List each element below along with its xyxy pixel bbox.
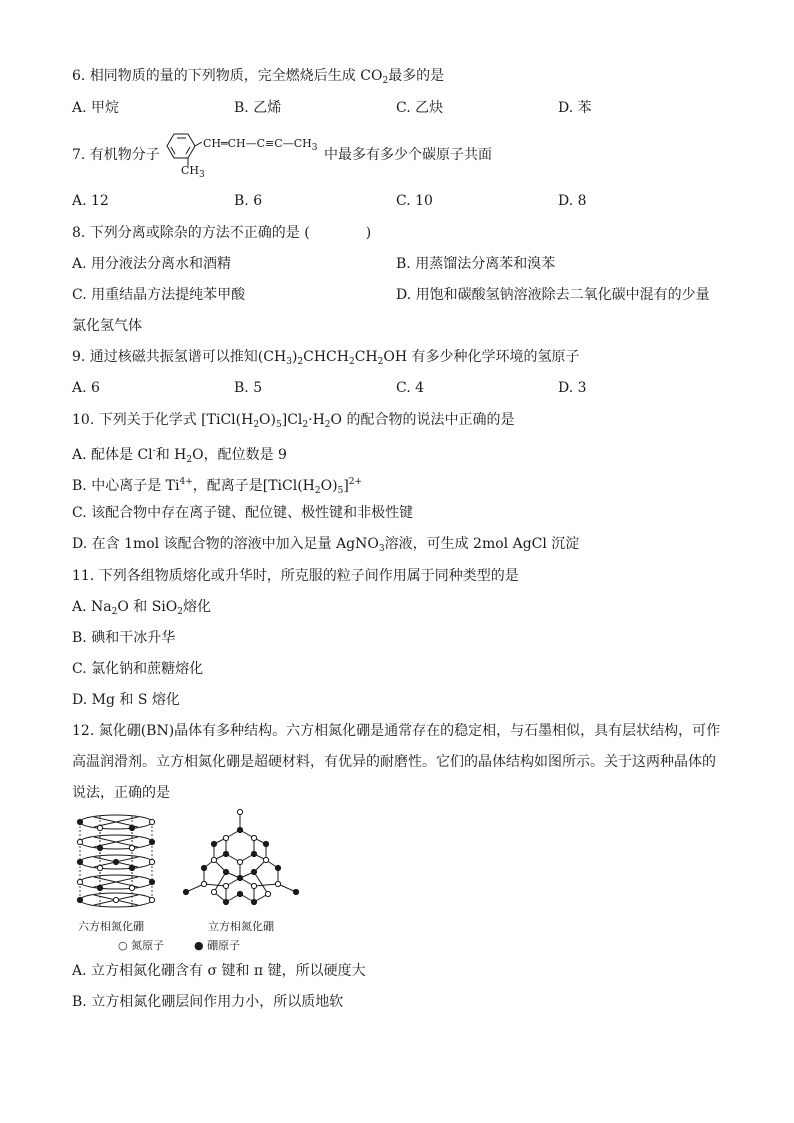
q12-option-a: A. 立方相氮化硼含有 σ 键和 π 键，所以硬度大	[72, 963, 366, 979]
hexagonal-bn-structure	[70, 812, 162, 912]
hollow-circle-icon: ○	[118, 939, 128, 952]
q6-option-b: B. 乙烯	[234, 100, 282, 116]
hexagonal-bn-caption: 六方相氮化硼	[78, 920, 144, 933]
question-9-stem: 9. 通过核磁共振氢谱可以推知$(CH_3)_2CHCH_2CH_2OH$ 有多少种化学环境的氢原子	[72, 349, 580, 367]
q7-option-d: D. 8	[558, 193, 587, 209]
question-12-stem: 12. 氮化硼(BN)晶体有多种结构。六方相氮化硼是通常存在的稳定相，与石墨相似，具有层状结构，可作高温润滑剂。立方相氮化硼是超硬材料，有优异的耐磨性。它们的晶体结构如图所示。关于这两种晶体的说法，正确的是	[72, 723, 721, 801]
q6-option-c: C. 乙炔	[396, 100, 444, 116]
q9-option-c: C. 4	[396, 380, 425, 396]
q11-option-d: D. Mg 和 S 熔化	[72, 692, 180, 708]
q10-option-d: D. 在含 1mol 该配合物的溶液中加入足量 AgNO$_3$溶液，可生成 2mol AgCl 沉淀	[72, 536, 580, 554]
q8-option-a: A. 用分液法分离水和酒精	[72, 256, 232, 272]
filled-circle-icon: ●	[194, 939, 204, 952]
q11-option-a: A. $Na_2O$ 和 SiO$_2$熔化	[72, 599, 212, 617]
legend-nitrogen: ○ 氮原子	[118, 939, 165, 952]
q6-option-a: A. 甲烷	[72, 100, 120, 116]
q6-option-d: D. 苯	[558, 100, 592, 116]
q8-option-d-continued: 氯化氢气体	[72, 318, 142, 334]
q10-option-b: B. 中心离子是 $Ti^{4+}$，配离子是$[TiCl(H_2O)_5]^{2+}$	[72, 477, 363, 496]
q7-option-c: C. 10	[396, 193, 433, 209]
methyl-group-label: $CH_3$	[181, 164, 205, 180]
q10-option-c: C. 该配合物中存在离子键、配位键、极性键和非极性键	[72, 505, 414, 521]
question-7-tail: 中最多有多少个碳原子共面	[324, 147, 492, 163]
question-11-stem: 11. 下列各组物质熔化或升华时，所克服的粒子间作用属于同种类型的是	[72, 568, 519, 584]
cubic-bn-caption: 立方相氮化硼	[208, 920, 274, 933]
q8-option-c: C. 用重结晶方法提纯苯甲酸	[72, 287, 246, 303]
question-6-stem: 6. 相同物质的量的下列物质，完全燃烧后生成 $CO_2$最多的是	[72, 68, 445, 86]
q10-option-a: A. 配体是 Cl-和 $H_2O$，配位数是 9	[72, 446, 287, 465]
q9-option-a: A. 6	[72, 380, 100, 396]
q7-option-b: B. 6	[234, 193, 263, 209]
cubic-bn-structure	[178, 806, 304, 910]
q11-option-b: B. 碘和干冰升华	[72, 630, 176, 646]
side-chain-formula: $CH═CH—C\equiv C—CH_3$	[203, 137, 318, 153]
question-10-stem: 10. 下列关于化学式 $[TiCl(H_2O)_5]Cl_2\cdot H_2O$ 的配合物的说法中正确的是	[72, 412, 515, 430]
q11-option-c: C. 氯化钠和蔗糖熔化	[72, 661, 204, 677]
question-7-lead: 7. 有机物分子	[72, 147, 160, 163]
legend-boron: ● 硼原子	[194, 939, 241, 952]
q9-option-b: B. 5	[234, 380, 263, 396]
q8-option-b: B. 用蒸馏法分离苯和溴苯	[396, 256, 556, 272]
q7-option-a: A. 12	[72, 193, 109, 209]
q12-option-b: B. 立方相氮化硼层间作用力小，所以质地软	[72, 994, 344, 1010]
q8-option-d: D. 用饱和碳酸氢钠溶液除去二氧化碳中混有的少量	[396, 287, 710, 303]
q9-option-d: D. 3	[558, 380, 587, 396]
question-8-stem: 8. 下列分离或除杂的方法不正确的是 ( )	[72, 225, 372, 241]
